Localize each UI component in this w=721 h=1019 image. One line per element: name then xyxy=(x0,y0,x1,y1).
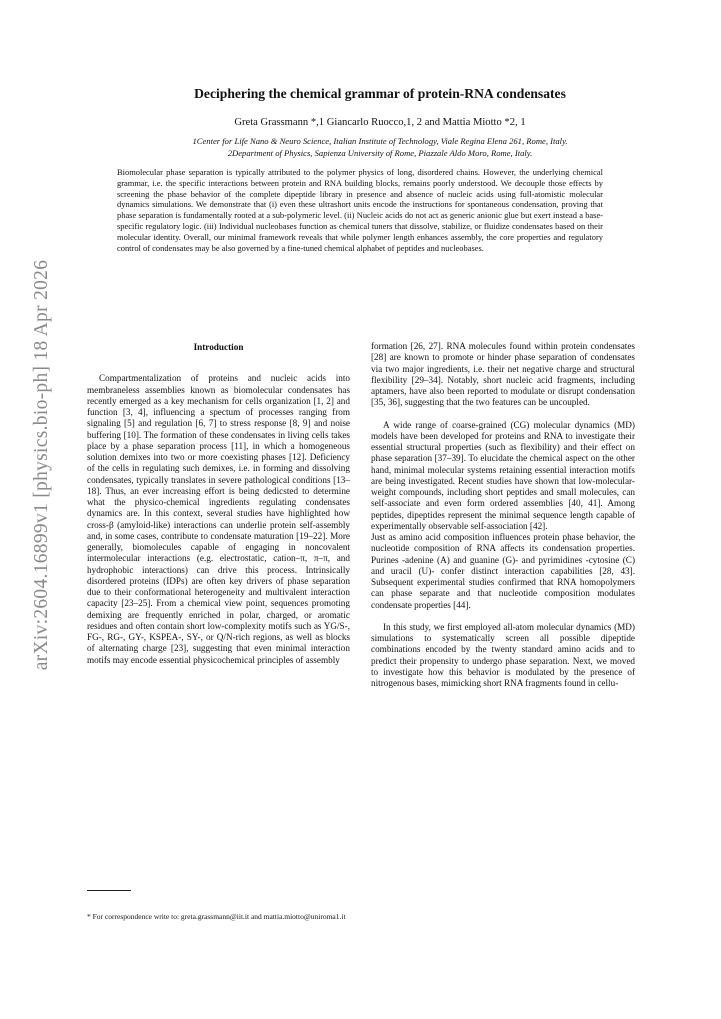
arxiv-identifier xyxy=(22,255,62,675)
affiliation-2: 2Department of Physics, Sapienza University of Rome, Piazzale Aldo Moro, Rome, Italy. xyxy=(227,148,533,158)
arxiv-identifier-text: arXiv:2604.16899v1 [physics.bio-ph] 18 Apr 2026 xyxy=(31,259,52,671)
footnote-rule xyxy=(87,890,131,891)
intro-paragraph-2: formation [26, 27]. RNA molecules found within protein condensates [28] are known to promote or hinder phase separation of condensates via two major ingredients, i.e. their net negative charge and structural flexibility [29–34]. Notably, short nucleic acid fragments, including aptamers, have also been reported to modulate or disrupt condensation [35, 36], suggesting that the two features can be uncoupled. xyxy=(371,341,635,408)
intro-paragraph-4: Just as amino acid composition influences protein phase behavior, the nucleotide composition of RNA affects its condensation properties. Purines -adenine (A) and guanine (G)- and pyrimidines -cytosine (C) and uracil (U)- confer distinct interaction capabilities [28, 43]. Subsequent experimental studies confirmed that RNA homopolymers can phase separate and that nucleotide composition modulates condensate properties [44]. xyxy=(371,532,635,610)
author-list: Greta Grassmann *,1 Giancarlo Ruocco,1, 2 and Mattia Miotto *2, 1 xyxy=(234,117,526,128)
intro-paragraph-3: A wide range of coarse-grained (CG) molecular dynamics (MD) models have been developed for proteins and RNA to investigate their essential structural properties (such as flexibility) and their effect on phase separation [37–39]. To elucidate the chemical aspect on the other hand, minimal molecular systems retaining essential interaction motifs are being investigated. Recent studies have shown that low-molecular-weight compounds, including short peptides and small molecules, can self-associate and even form ordered assemblies [40, 41]. Among peptides, dipeptides represent the minimal sequence length capable of experimentally observable self-association [42]. xyxy=(371,419,635,531)
intro-paragraph-1: Compartmentalization of proteins and nucleic acids into membraneless assemblies known as biomolecular condensates has recently emerged as a key mechanism for cells organization [1, 2] and function [3, 4], influencing a spectum of processes ranging from signaling [5] and regulation [6, 7] to stress response [8, 9] and noise buffering [10]. The formation of these condensates in living cells takes place by a phase separation process [11], in which a homogeneous solution demixes into two or more coexisting phases [12]. Deficiency of the cells in regulating such demixes, i.e. in forming and dissolving condensates, typically translates in severe pathological conditions [13–18]. Thus, an ever increasing effort is being dedicsted to determine what the physico-chemical ingredients regulating condensates dynamics are. In this context, several studies have highlighted how cross-β (amyloid-like) interactions can underlie protein self-assembly and, in some cases, contribute to condensate maturation [19–22]. More generally, biomolecules capable of engaging in noncovalent intermolecular interactions (e.g. electrostatic, cation–π, π–π, and hydrophobic interactions) can drive this process. Intrinsically disordered proteins (IDPs) are often key drivers of phase separation due to their conformational heterogeneity and multivalent interaction capacity [23–25]. From a chemical view point, sequences promoting demixing are frequently enriched in polar, charged, or aromatic residues and often contain short low-complexity motifs such as YG/S-, FG-, RG-, GY-, KSPEA-, SY-, or Q/N-rich regions, as well as blocks of alternating charge [23], suggesting that even minimal interaction motifs may encode essential physicochemical principles of assembly xyxy=(87,373,350,665)
right-column xyxy=(371,341,635,689)
intro-paragraph-5: In this study, we first employed all-atom molecular dynamics (MD) simulations to systematically screen all possible dipeptide combinations encoded by the twenty standard amino acids and to predict their propensity to undergo phase separation. Next, we moved to investigate how this behavior is modulated by the presence of nitrogenous bases, mimicking short RNA fragments found in cellu- xyxy=(371,621,635,688)
paper-title: Deciphering the chemical grammar of protein-RNA condensates xyxy=(194,86,566,101)
correspondence-footnote: * For correspondence write to: greta.grassmann@iit.it and mattia.miotto@uniroma1.it xyxy=(87,912,346,921)
section-heading-introduction: Introduction xyxy=(193,342,244,352)
abstract: Biomolecular phase separation is typically attributed to the polymer physics of long, disordered chains. However, the underlying chemical grammar, i.e. the specific interactions between protein and RNA building blocks, remains poorly understood. We decouple those effects by screening the phase behavior of the complete dipeptide library in presence and absence of nucleic acids using full-atomistic molecular dynamics simulations. We demonstrate that (i) even these ultrashort units encode the instructions for spontaneous condensation, proving that phase separation is fundamentally rooted at a sub-polymeric level. (ii) Nucleic acids do not act as generic anionic glue but exert instead a base-specific regulatory logic. (iii) Individual nucleobases function as chemical tuners that dissolve, stabilize, or fluidize condensates based on their molecular identity. Overall, our minimal framework reveals that while polymer length enhances assembly, the core properties and regulatory control of condensates may be also governed by a fine-tuned chemical alphabet of peptides and nucleobases. xyxy=(117,167,603,253)
affiliation-1: 1Center for Life Nano & Neuro Science, Italian Institute of Technology, Viale Regina Elena 261, Rome, Italy. xyxy=(192,136,568,146)
left-column xyxy=(87,340,350,666)
